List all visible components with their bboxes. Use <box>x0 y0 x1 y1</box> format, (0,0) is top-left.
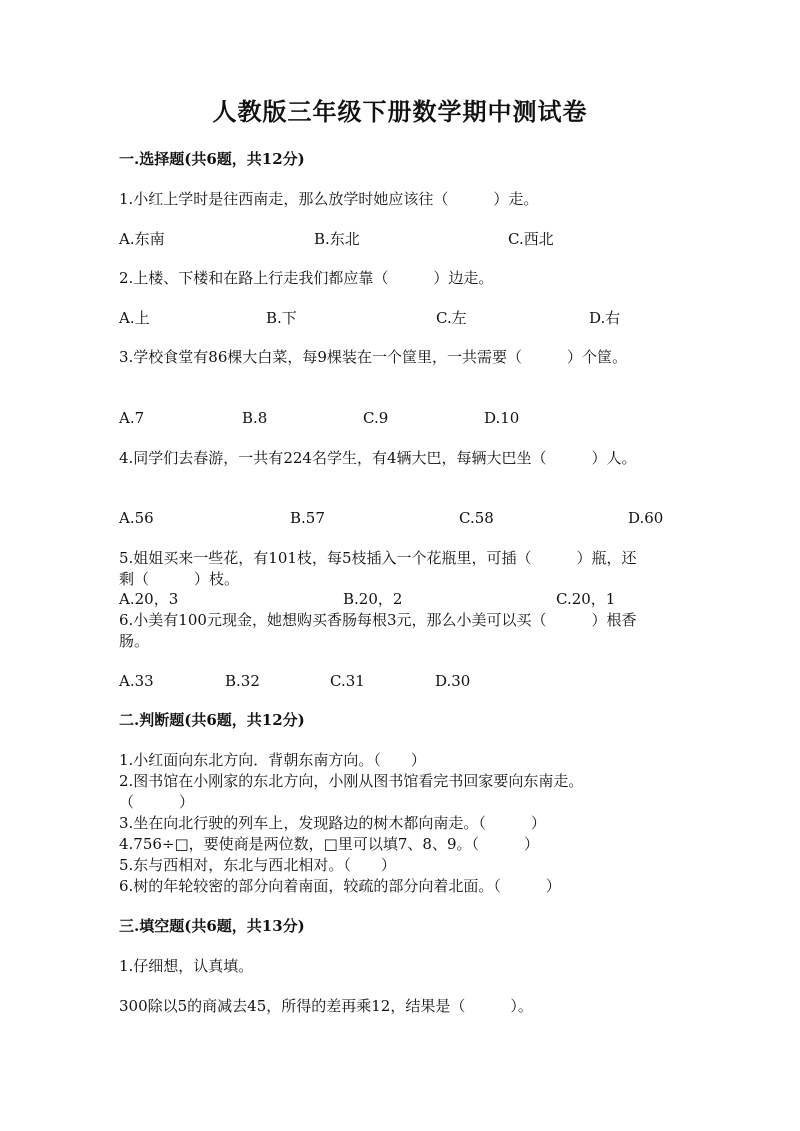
question-text: 300除以5的商减去45，所得的差再乘12，结果是（ ）。 <box>119 997 533 1015</box>
question-text: 5.姐姐买来一些花，有101枝，每5枝插入一个花瓶里，可插（ ）瓶，还 <box>119 549 637 567</box>
statement-line: 2.图书馆在小刚家的东北方向，小刚从图书馆看完书回家要向东南走。 <box>119 772 584 790</box>
option-c: C.20，1 <box>556 590 616 608</box>
option-b: B.57 <box>290 509 325 527</box>
statement-line: 3.坐在向北行驶的列车上，发现路边的树木都向南走。（ ） <box>119 814 546 832</box>
statement-line: 4.756÷□，要使商是两位数，□里可以填7、8、9。（ ） <box>119 835 539 853</box>
question-text: 2.上楼、下楼和在路上行走我们都应靠（ ）边走。 <box>119 269 494 287</box>
statement-line: （ ） <box>119 793 195 811</box>
page-title: 人教版三年级下册数学期中测试卷 <box>212 97 588 126</box>
question-text: 3.学校食堂有86棵大白菜，每9棵装在一个筐里，一共需要（ ）个筐。 <box>119 348 627 366</box>
option-c: C.58 <box>459 509 494 527</box>
option-b: B.20，2 <box>343 590 403 608</box>
option-c: C.9 <box>363 409 389 427</box>
option-b: B.东北 <box>314 230 360 248</box>
option-b: B.32 <box>225 672 260 690</box>
option-a: A.33 <box>119 672 154 690</box>
section-heading-fill-blank: 三.填空题(共6题，共13分) <box>119 917 305 935</box>
question-text: 剩（ ）枝。 <box>119 570 240 588</box>
statement-line: 6.树的年轮较密的部分向着南面，较疏的部分向着北面。（ ） <box>119 877 561 895</box>
option-d: D.30 <box>435 672 471 690</box>
option-a: A.东南 <box>119 230 165 248</box>
option-a: A.20，3 <box>119 590 179 608</box>
option-c: C.左 <box>436 309 467 327</box>
option-c: C.31 <box>330 672 365 690</box>
option-d: D.右 <box>589 309 621 327</box>
question-text: 肠。 <box>119 632 150 650</box>
question-text: 1.仔细想，认真填。 <box>119 957 254 975</box>
option-a: A.上 <box>119 309 150 327</box>
section-heading-choice: 一.选择题(共6题，共12分) <box>119 150 305 168</box>
section-heading-judgment: 二.判断题(共6题，共12分) <box>119 711 305 729</box>
option-d: D.60 <box>628 509 664 527</box>
statement-line: 1.小红面向东北方向．背朝东南方向。（ ） <box>119 751 426 769</box>
option-d: D.10 <box>484 409 520 427</box>
question-text: 1.小红上学时是往西南走，那么放学时她应该往（ ）走。 <box>119 190 539 208</box>
option-b: B.下 <box>266 309 297 327</box>
option-c: C.西北 <box>508 230 554 248</box>
question-text: 4.同学们去春游，一共有224名学生，有4辆大巴，每辆大巴坐（ ）人。 <box>119 449 637 467</box>
option-a: A.56 <box>119 509 154 527</box>
question-text: 6.小美有100元现金，她想购买香肠每根3元，那么小美可以买（ ）根香 <box>119 611 637 629</box>
statement-line: 5.东与西相对，东北与西北相对。（ ） <box>119 856 396 874</box>
option-b: B.8 <box>242 409 268 427</box>
option-a: A.7 <box>119 409 145 427</box>
